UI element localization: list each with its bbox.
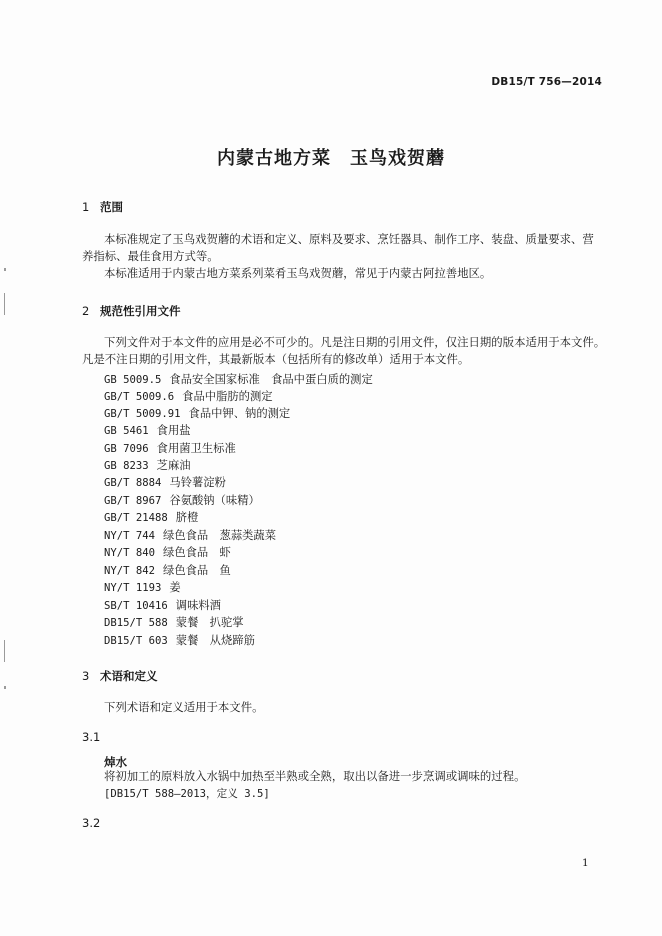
reference-code: NY/T 1193 <box>104 582 162 594</box>
reference-code: NY/T 840 <box>104 547 156 559</box>
reference-item <box>104 527 276 543</box>
reference-code: GB/T 21488 <box>104 512 168 524</box>
term-name: 焯水 <box>104 755 127 769</box>
terms-intro: 下列术语和定义适用于本文件。 <box>104 700 264 714</box>
scan-mark <box>4 293 5 315</box>
section-number: 1 <box>82 200 90 214</box>
reference-title: 调味料酒 <box>175 599 221 612</box>
reference-item <box>104 371 373 387</box>
reference-item <box>104 422 191 438</box>
reference-title: 谷氨酸钠（味精） <box>169 494 260 507</box>
section-number: 3 <box>82 669 90 683</box>
reference-item <box>104 457 191 473</box>
section-heading-scope <box>82 199 123 215</box>
reference-code: NY/T 842 <box>104 565 156 577</box>
reference-title: 芝麻油 <box>156 459 191 472</box>
page-number: 1 <box>582 857 589 869</box>
section-title: 规范性引用文件 <box>100 304 181 318</box>
section-heading-normative-references <box>82 303 181 319</box>
section-heading-terms-definitions <box>82 668 158 684</box>
clause-number: 3.2 <box>82 816 101 830</box>
clause-number: 3.1 <box>82 730 101 744</box>
reference-item <box>104 544 231 560</box>
reference-title: 姜 <box>169 581 181 594</box>
reference-code: SB/T 10416 <box>104 600 168 612</box>
scan-mark <box>4 686 6 689</box>
term-definition: 将初加工的原料放入水锅中加热至半熟或全熟，取出以备进一步烹调或调味的过程。 <box>104 769 526 783</box>
reference-code: GB/T 5009.6 <box>104 391 175 403</box>
reference-item <box>104 562 231 578</box>
reference-code: NY/T 744 <box>104 530 156 542</box>
reference-title: 食品安全国家标准 食品中蛋白质的测定 <box>169 373 373 386</box>
reference-title: 食用盐 <box>156 424 191 437</box>
reference-code: GB/T 8967 <box>104 495 162 507</box>
scope-paragraph-1-line-2: 养指标、最佳食用方式等。 <box>82 249 219 263</box>
section-title: 术语和定义 <box>100 669 158 683</box>
reference-item <box>104 492 260 508</box>
reference-title: 绿色食品 葱蒜类蔬菜 <box>163 529 277 542</box>
reference-code: GB/T 5009.91 <box>104 408 181 420</box>
reference-title: 绿色食品 虾 <box>163 546 231 559</box>
reference-title: 食用菌卫生标准 <box>156 442 236 455</box>
reference-item <box>104 440 236 456</box>
reference-item <box>104 474 226 490</box>
scope-paragraph-2: 本标准适用于内蒙古地方菜系列菜肴玉鸟戏贺蘑，常见于内蒙古阿拉善地区。 <box>104 266 492 280</box>
reference-code: GB/T 8884 <box>104 477 162 489</box>
reference-item <box>104 509 198 525</box>
reference-title: 脐橙 <box>175 511 199 524</box>
references-intro-line-2: 凡是不注日期的引用文件，其最新版本（包括所有的修改单）适用于本文件。 <box>82 352 470 366</box>
reference-item <box>104 388 273 404</box>
reference-code: GB 7096 <box>104 443 149 455</box>
scan-mark <box>4 268 6 271</box>
section-number: 2 <box>82 304 90 318</box>
reference-title: 绿色食品 鱼 <box>163 564 231 577</box>
reference-title: 马铃薯淀粉 <box>169 476 226 489</box>
page-title: 内蒙古地方菜 玉鸟戏贺蘑 <box>217 148 445 169</box>
reference-title: 食品中钾、钠的测定 <box>188 407 291 420</box>
reference-item <box>104 579 181 595</box>
reference-title: 蒙餐 从烧蹄筋 <box>175 634 255 647</box>
reference-title: 食品中脂肪的测定 <box>182 390 273 403</box>
term-source: [DB15/T 588—2013，定义 3.5] <box>104 788 270 800</box>
references-intro-line-1: 下列文件对于本文件的应用是必不可少的。凡是注日期的引用文件，仅注日期的版本适用于本文件。 <box>104 335 606 349</box>
reference-item <box>104 632 255 648</box>
reference-code: GB 5461 <box>104 425 149 437</box>
reference-item <box>104 597 221 613</box>
reference-title: 蒙餐 扒驼掌 <box>175 616 244 629</box>
reference-code: GB 8233 <box>104 460 149 472</box>
section-title: 范围 <box>100 200 123 214</box>
scope-paragraph-1-line-1: 本标准规定了玉鸟戏贺蘑的术语和定义、原料及要求、烹饪器具、制作工序、装盘、质量要求、营 <box>104 232 594 246</box>
document-number: DB15/T 756—2014 <box>491 76 602 88</box>
reference-item <box>104 405 290 421</box>
reference-code: DB15/T 588 <box>104 617 168 629</box>
reference-item <box>104 614 244 630</box>
scan-mark <box>4 640 5 662</box>
reference-code: GB 5009.5 <box>104 374 162 386</box>
reference-code: DB15/T 603 <box>104 635 168 647</box>
